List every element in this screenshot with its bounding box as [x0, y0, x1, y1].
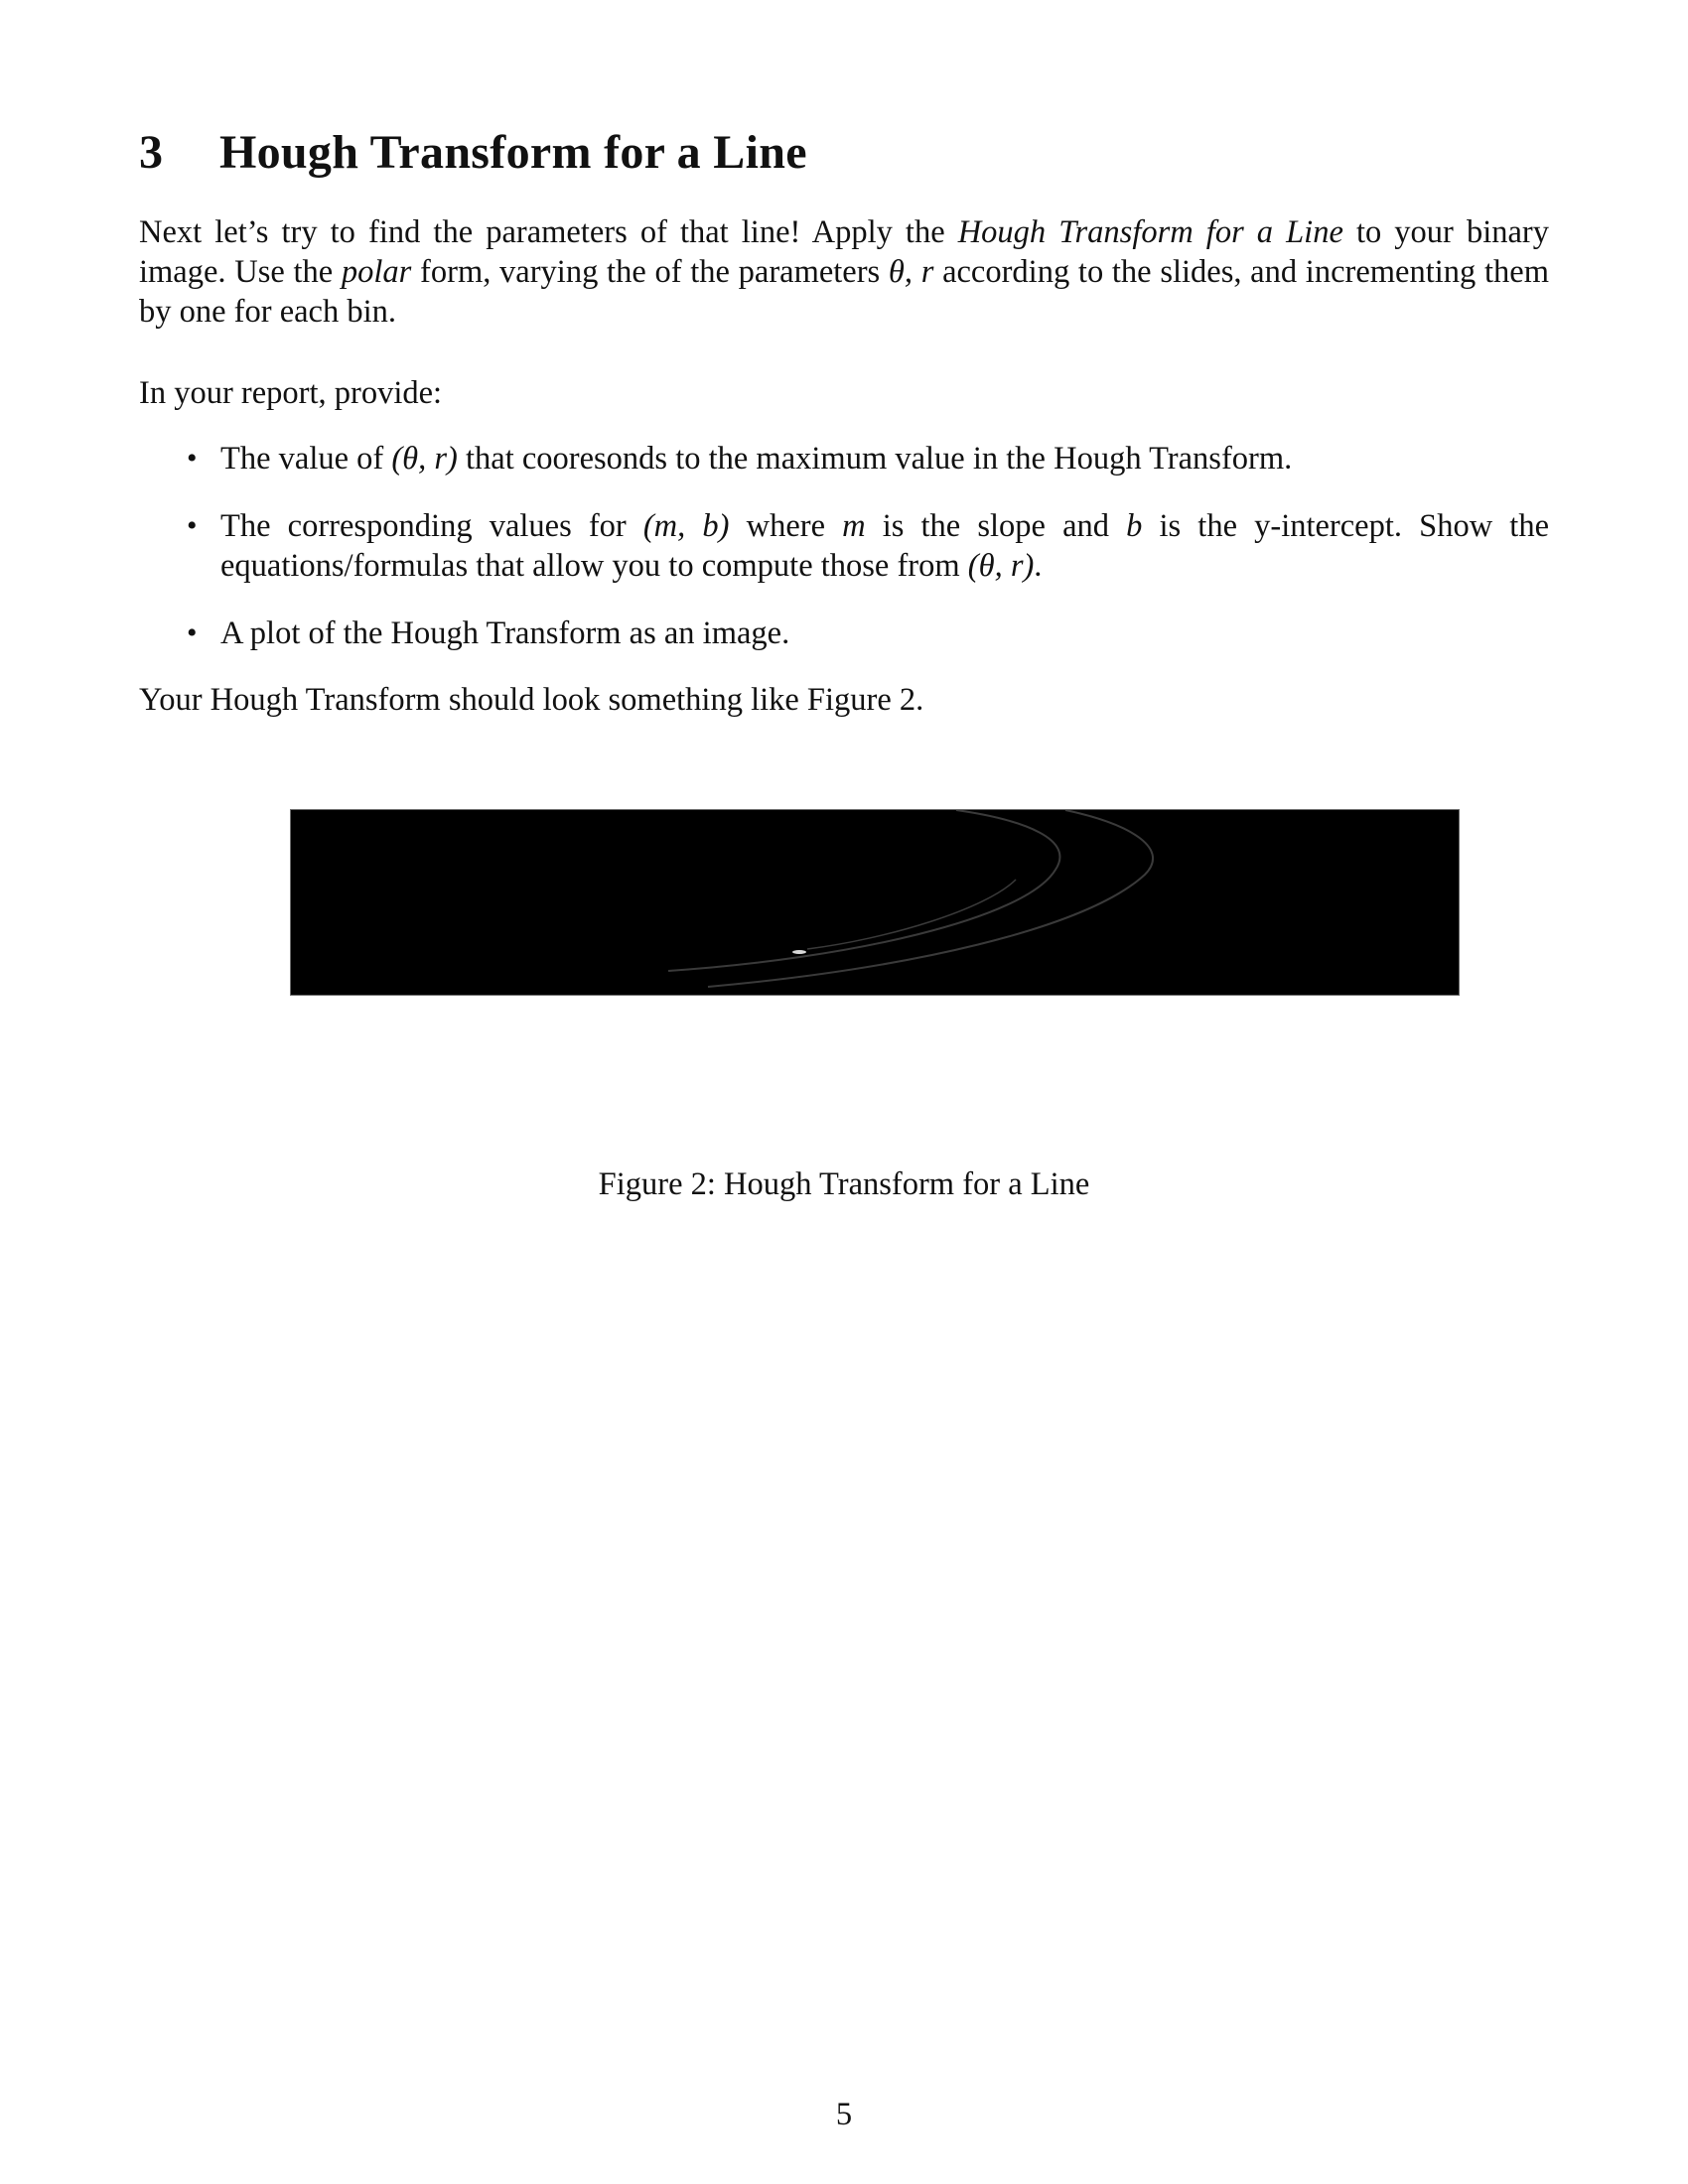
report-prompt: In your report, provide: [139, 375, 443, 411]
page-number: 5 [835, 2097, 853, 2132]
list-item: • The corresponding values for (m, b) where m is the slope and b is the y-intercept. Show the equations/formulas that allow you to compute those from (θ, r). [187, 508, 1549, 584]
figure-caption: Figure 2: Hough Transform for a Line [598, 1166, 1090, 1202]
bullet-icon: • [187, 442, 198, 475]
section-title: Hough Transform for a Line [219, 126, 807, 179]
list-item: • The value of (θ, r) that cooresonds to the maximum value in the Hough Transform. [187, 441, 1293, 477]
figure-background [291, 810, 1459, 995]
math-b: b [1126, 508, 1143, 544]
hough-transform-image [291, 810, 1459, 995]
intro-emphasis-method: Hough Transform for a Line [957, 214, 1343, 250]
hough-transform-figure [290, 809, 1460, 996]
bullet-icon: • [187, 509, 198, 542]
hough-peak [792, 950, 806, 954]
intro-text-3: form, varying the of the parameters [411, 254, 889, 290]
math-m: m [842, 508, 866, 544]
intro-text-2: to your binary image. Use the [139, 214, 1549, 290]
intro-text-4: according to the slides, and incrementing them by one for each bin. [139, 254, 1549, 330]
section-heading [139, 125, 807, 180]
list-item: • A plot of the Hough Transform as an image. [187, 615, 790, 651]
math-theta-r: (θ, r) [391, 441, 458, 477]
requirements-list [139, 439, 1549, 681]
section-number: 3 [139, 126, 164, 179]
intro-text-1: Next let’s try to find the parameters of that line! Apply the [139, 214, 958, 250]
intro-params-math: θ, r [888, 254, 934, 290]
closing-paragraph: Your Hough Transform should look something like Figure 2. [139, 682, 924, 718]
math-theta-r: (θ, r) [967, 548, 1035, 584]
math-m-b: (m, b) [642, 508, 730, 544]
intro-paragraph [139, 212, 1549, 332]
bullet-icon: • [187, 616, 198, 649]
intro-emphasis-polar: polar [341, 254, 412, 290]
